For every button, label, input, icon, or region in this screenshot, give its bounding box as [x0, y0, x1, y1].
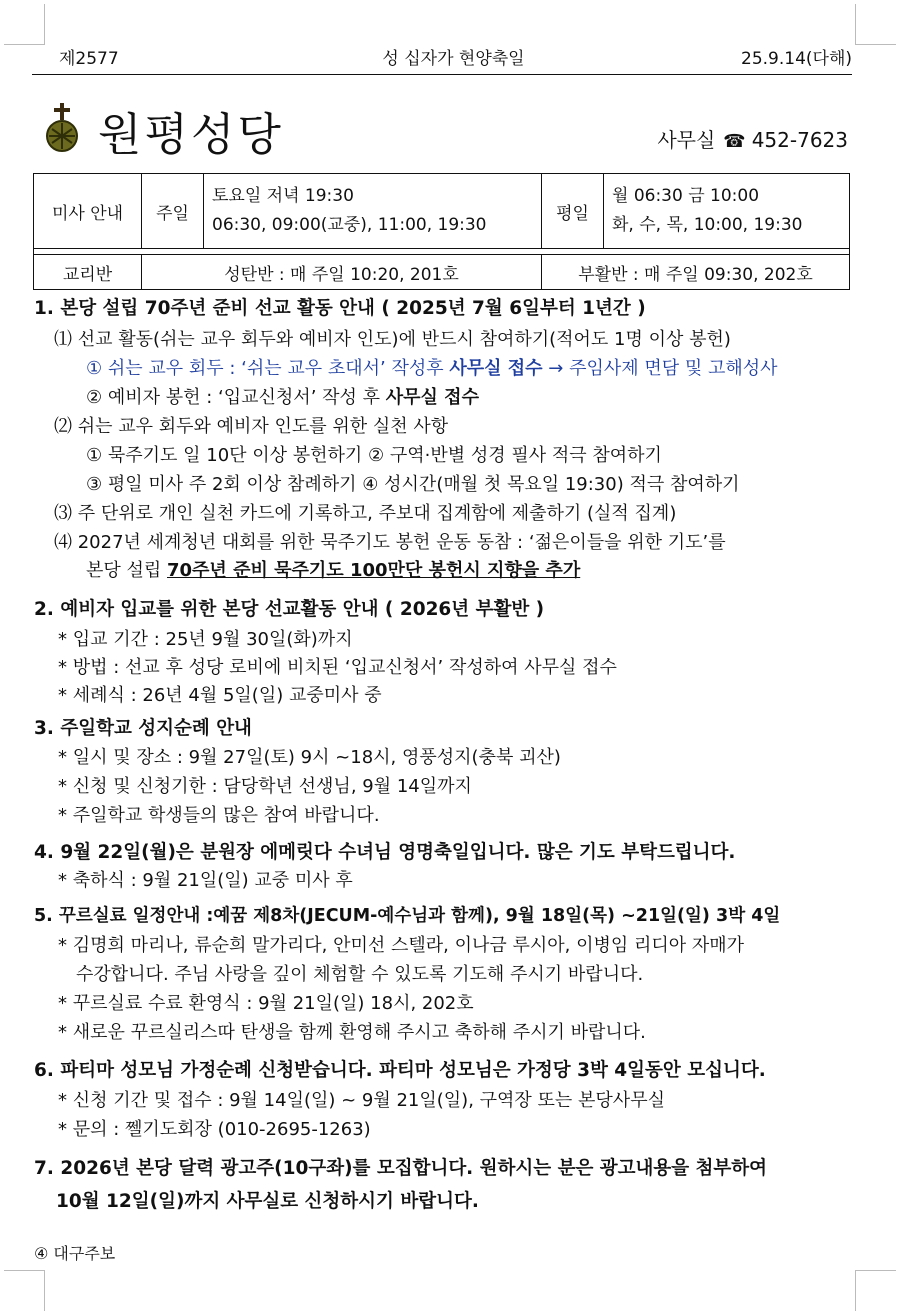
subitem-text: → 주임사제 면담 및 고해성사: [542, 358, 778, 379]
page-corner-mark: [855, 4, 896, 45]
page-corner-mark: [855, 1270, 896, 1311]
mass-row: [34, 174, 850, 249]
section-4-title: 4. 9월 22일(월)은 분원장 에메릿다 수녀님 영명축일입니다. 많은 기도 부탁드립니다.: [34, 842, 736, 863]
section-4-item: * 축하식 : 9월 21일(일) 교중 미사 후: [58, 870, 353, 891]
section-1-item: ⑶ 주 단위로 개인 실천 카드에 기록하고, 주보대 집계함에 제출하기 (실적 집계): [54, 503, 677, 524]
office-label: 사무실: [657, 128, 716, 152]
section-6-item: * 문의 : 쩰기도회장 (010-2695-1263): [58, 1119, 371, 1140]
section-2-item: * 방법 : 선교 후 성당 로비에 비치된 ‘입교신청서’ 작성하여 사무실 접수: [58, 657, 617, 678]
telephone-icon: ☎: [723, 131, 746, 152]
sunday-line-2: 06:30, 09:00(교중), 11:00, 19:30: [212, 215, 487, 235]
header-divider: [32, 74, 852, 75]
section-1-subitem: ① 묵주기도 일 10단 이상 봉헌하기 ② 구역·반별 성경 필사 적극 참여하기: [86, 445, 662, 466]
section-3-item: * 일시 및 장소 : 9월 27일(토) 9시 ~18시, 영풍성지(충북 괴산): [58, 747, 561, 768]
section-5-item: * 김명희 마리나, 류순희 말가리다, 안미선 스텔라, 이나금 루시아, 이병임 리디아 자매가: [58, 935, 745, 956]
church-cross-logo-icon: [40, 102, 84, 152]
section-3-item: * 주일학교 학생들의 많은 참여 바랍니다.: [58, 805, 380, 826]
subitem-text: 본당 설립: [86, 560, 167, 581]
bulletin-header: [55, 42, 852, 72]
section-5-title: 5. 꾸르실료 일정안내 :예꿈 제8차(JECUM-예수님과 함께), 9월 18일(목) ~21일(일) 3박 4일: [34, 906, 781, 926]
weekday-times: [604, 174, 850, 249]
section-5-item: * 새로운 꾸르실리스따 탄생을 함께 환영해 주시고 축하해 주시기 바랍니다.: [58, 1022, 646, 1043]
page-corner-mark: [4, 1270, 45, 1311]
section-1-item: ⑵ 쉬는 교우 회두와 예비자 인도를 위한 실천 사항: [54, 416, 449, 437]
subitem-underlined: 70주년 준비 묵주기도 100만단 봉헌시 지향을 추가: [167, 560, 581, 581]
catechism-label: 교리반: [34, 255, 142, 290]
section-1-subitem: ③ 평일 미사 주 2회 이상 참례하기 ④ 성시간(매월 첫 목요일 19:30) 적극 참여하기: [86, 474, 740, 495]
parish-name: 원평성당: [98, 108, 284, 161]
mass-schedule-table: [33, 173, 850, 290]
sunday-label: 주일: [142, 174, 204, 249]
office-phone: 452-7623: [751, 128, 848, 152]
christmas-class: 성탄반 : 매 주일 10:20, 201호: [142, 255, 542, 290]
section-2-item: * 입교 기간 : 25년 9월 30일(화)까지: [58, 629, 353, 650]
title-row: [38, 98, 858, 162]
office-contact: [657, 124, 848, 153]
bulletin-date: 25.9.14(다해): [741, 49, 852, 69]
mass-label: 미사 안내: [34, 174, 142, 249]
section-7-line: 10월 12일(일)까지 사무실로 신청하시기 바랍니다.: [56, 1191, 479, 1212]
weekday-label: 평일: [542, 174, 604, 249]
footer-source: ④ 대구주보: [34, 1244, 116, 1263]
section-3-title: 3. 주일학교 성지순례 안내: [34, 718, 252, 739]
section-1-item: ⑴ 선교 활동(쉬는 교우 회두와 예비자 인도)에 반드시 참여하기(적어도 1명 이상 봉헌): [54, 329, 731, 350]
sunday-times: [204, 174, 542, 249]
section-1-title: 1. 본당 설립 70주년 준비 선교 활동 안내 ( 2025년 7월 6일부터 1년간 ): [34, 298, 646, 319]
issue-number: 제2577: [59, 49, 119, 69]
subitem-text: ① 쉬는 교우 회두 : ‘쉬는 교우 초대서’ 작성후: [86, 358, 450, 379]
subitem-text: ② 예비자 봉헌 : ‘입교신청서’ 작성 후: [86, 387, 386, 408]
section-5-item: 수강합니다. 주님 사랑을 깊이 체험할 수 있도록 기도해 주시기 바랍니다.: [76, 964, 644, 985]
catechism-row: [34, 255, 850, 290]
weekday-line-1: 월 06:30 금 10:00: [612, 186, 760, 206]
section-3-item: * 신청 및 신청기한 : 담당학년 선생님, 9월 14일까지: [58, 776, 472, 797]
section-2-item: * 세례식 : 26년 4월 5일(일) 교중미사 중: [58, 685, 382, 706]
subitem-emphasis: 사무실 접수: [449, 358, 543, 379]
section-6-title: 6. 파티마 성모님 가정순례 신청받습니다. 파티마 성모님은 가정당 3박 4일동안 모십니다.: [34, 1060, 766, 1081]
section-1-item: ⑷ 2027년 세계청년 대회를 위한 묵주기도 봉헌 운동 동참 : ‘젊은이들을 위한 기도’를: [54, 532, 726, 553]
feast-title: 성 십자가 현양축일: [382, 49, 525, 69]
section-1-subitem: [86, 383, 479, 409]
section-5-item: * 꾸르실료 수료 환영식 : 9월 21일(일) 18시, 202호: [58, 993, 474, 1014]
subitem-emphasis: 사무실 접수: [385, 387, 479, 408]
section-6-item: * 신청 기간 및 접수 : 9월 14일(일) ~ 9월 21일(일), 구역장 또는 본당사무실: [58, 1090, 665, 1111]
section-2-title: 2. 예비자 입교를 위한 본당 선교활동 안내 ( 2026년 부활반 ): [34, 599, 545, 620]
easter-class: 부활반 : 매 주일 09:30, 202호: [542, 255, 850, 290]
sunday-line-1: 토요일 저녁 19:30: [212, 186, 354, 206]
section-1-subitem: [86, 354, 778, 380]
page-corner-mark: [4, 4, 45, 45]
weekday-line-2: 화, 수, 목, 10:00, 19:30: [612, 215, 803, 235]
section-7-title: 7. 2026년 본당 달력 광고주(10구좌)를 모집합니다. 원하시는 분은 광고내용을 첨부하여: [34, 1158, 768, 1179]
section-1-subitem: [86, 556, 580, 582]
